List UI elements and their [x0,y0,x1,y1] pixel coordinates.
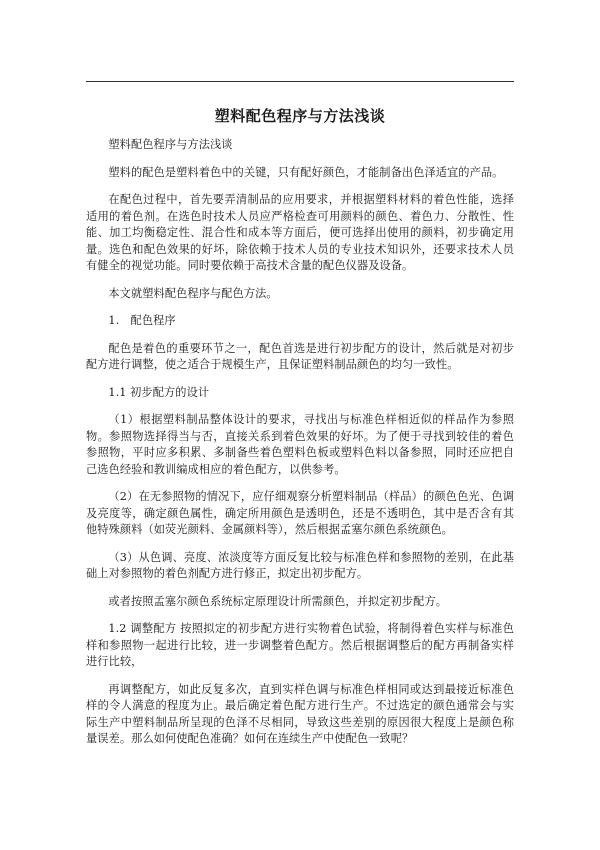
page-title: 塑料配色程序与方法浅谈 [214,107,386,125]
paragraph-intro: 塑料的配色是塑料着色中的关键，只有配好颜色，才能制备出色泽适宜的产品。 [108,165,504,179]
paragraph-subtitle: 塑料配色程序与方法浅谈 [108,138,233,151]
paragraph-section-1: 配色是着色的重要环节之一，配色首选是进行初步配方的设计，然后就是对初步配方进行调整，使之适合于规模生产，且保证塑料制品颜色的均匀一致性。 [86,341,514,371]
section-heading-1-1: 1.1 初步配方的设计 [108,385,210,399]
paragraph-item-2: （2）在无参照物的情况下，应仔细观察分析塑料制品（样品）的颜色色光、色调及亮度等，确定颜色属性，确定所用颜色是透明色，还是不透明色，其中是否含有其他特殊颜料（如荧光颜料、金属颜料等），然后根据孟塞尔颜色系统颜色。 [86,490,514,536]
paragraph-alternative: 或者按照孟塞尔颜色系统标定原理设计所需颜色，并拟定初步配方。 [108,594,448,608]
document-body [86,137,514,759]
paragraph-scope: 本文就塑料配色程序与配色方法。 [108,286,278,300]
section-heading-1: 1. 配色程序 [108,314,176,327]
paragraph-process: 在配色过程中，首先要弄清制品的应用要求，并根据塑料材料的着色性能，选择适用的着色剂。在选色时技术人员应严格检查可用颜料的颜色、着色力、分散性、性能、加工均衡稳定性、混合性和成本等方面后，便可选择出使用的颜料，初步确定用量。选色和配色效果的好坏，除依赖于技术人员的专业技术知识外，还要求技术人员有健全的视觉功能。同时要依赖于高技术含量的配色仪器及设备。 [86,193,514,272]
paragraph-section-1-2: 1.2 调整配方 按照拟定的初步配方进行实物着色试验，将制得着色实样与标准色样和参照物一起进行比较，进一步调整着色配方。然后根据调整后的配方再制备实样进行比较， [86,622,514,668]
paragraph-item-1: （1）根据塑料制品整体设计的要求，寻找出与标准色样相近似的样品作为参照物。参照物选择得当与否，直接关系到着色效果的好坏。为了便于寻找到较佳的着色参照物，平时应多积累、多制备些着色塑料色板或塑料色料以备参照，同时还应把自己选色经验和教训编成相应的着色配方，以供参考。 [86,413,514,476]
header-rule [86,81,514,82]
paragraph-item-3: （3）从色调、亮度、浓淡度等方面反复比较与标准色样和参照物的差别，在此基础上对参照物的着色剂配方进行修正，拟定出初步配方。 [86,550,514,580]
paragraph-conclusion: 再调整配方，如此反复多次，直到实样色调与标准色样相同或达到最接近标准色样的令人满意的程度为止。最后确定着色配方进行生产。不过选定的颜色通常会与实际生产中塑料制品所呈现的色泽不尽相同，导致这些差别的原因很大程度上是颜色称量误差。那么如何使配色准确？如何在连续生产中使配色一致呢？ [86,682,514,745]
